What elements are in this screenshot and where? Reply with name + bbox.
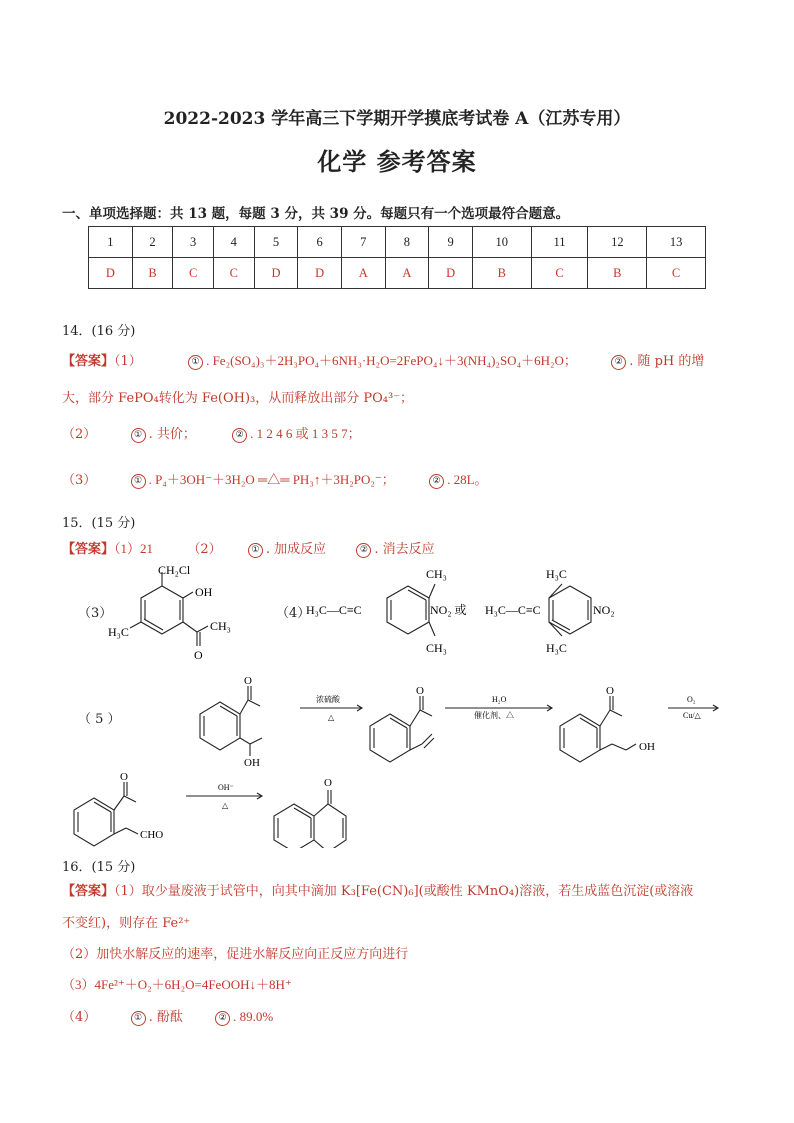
answer-table — [88, 226, 706, 289]
o-label: O — [120, 771, 128, 783]
exam-title: 2022-2023 学年高三下学期开学摸底考试卷 A（江苏专用） — [163, 109, 631, 129]
q14-part3 — [62, 469, 488, 489]
circle-num: ② — [215, 1011, 230, 1026]
synthesis-route-final — [62, 770, 402, 848]
ch3-label: CH₃ — [210, 619, 231, 633]
answer-text: . 1 2 4 6 或 1 3 5 7； — [250, 426, 361, 441]
question-number-cell: 7 — [341, 227, 385, 258]
q15-header: 15．(15 分) — [62, 516, 136, 531]
answer-text: . 随 pH 的增 — [629, 354, 705, 369]
o-label: O — [244, 675, 252, 687]
q15-part3-label: （3） — [78, 606, 113, 621]
circle-num: ① — [131, 474, 146, 489]
question-number-cell: 12 — [588, 227, 647, 258]
answer-tag: 【答案】 — [62, 884, 115, 899]
answer-cell: B — [472, 258, 531, 289]
propyne-label: H₃C—C≡C — [306, 603, 362, 617]
question-number-cell: 3 — [173, 227, 214, 258]
cho-label: CHO — [140, 829, 164, 841]
answer-cell: C — [531, 258, 588, 289]
question-number-cell: 9 — [429, 227, 473, 258]
question-number-row — [89, 227, 706, 258]
question-number-cell: 8 — [385, 227, 429, 258]
question-number-cell: 13 — [647, 227, 706, 258]
answer-text: . 共价； — [148, 427, 196, 442]
answer-text: . 消去反应 — [374, 542, 435, 557]
part-label: （4） — [62, 1010, 97, 1025]
q16-part2: （2）加快水解反应的速率，促进水解反应向正反应方向进行 — [62, 947, 409, 962]
q16-header: 16．(15 分) — [62, 860, 136, 875]
answer-text: . 酚酞 — [148, 1010, 183, 1025]
answer-cell: A — [341, 258, 385, 289]
step-condition: △ — [328, 713, 335, 722]
answer-cell: B — [132, 258, 173, 289]
answer-cell: D — [254, 258, 298, 289]
question-number-cell: 11 — [531, 227, 588, 258]
q14-part1-cont: 大，部分 FePO₄转化为 Fe(OH)₃，从而释放出部分 PO₄³⁻； — [62, 391, 414, 406]
circle-num: ② — [611, 355, 626, 370]
circle-num: ① — [248, 543, 263, 558]
structure-q15-3 — [100, 560, 280, 670]
oh-label: OH — [639, 741, 655, 753]
ch3-label: CH₃ — [426, 567, 447, 581]
answer-cell: D — [429, 258, 473, 289]
o-label: O — [194, 648, 203, 662]
answer-text: . 89.0% — [233, 1009, 274, 1024]
structure-q15-4 — [300, 562, 740, 662]
question-number-cell: 6 — [298, 227, 342, 258]
step-condition: 催化剂、△ — [474, 711, 514, 720]
answer-tag: 【答案】 — [62, 354, 115, 369]
no2-label: NO₂ — [593, 603, 615, 617]
step-reagent: OH⁻ — [218, 783, 234, 792]
q16-part1 — [62, 880, 693, 899]
part-label: （2） — [187, 542, 222, 557]
synthesis-route — [190, 670, 730, 770]
question-number-cell: 10 — [472, 227, 531, 258]
answer-text: （1）取少量废液于试管中，向其中滴加 K₃[Fe(CN)₆](或酸性 KMnO₄)溶液，若生成蓝色沉淀(或溶液 — [114, 884, 694, 899]
oh-label: OH — [195, 585, 213, 599]
answer-text: . 加成反应 — [265, 542, 327, 557]
part-label: （3） — [62, 473, 97, 488]
circle-num: ② — [429, 474, 444, 489]
step-reagent: H₂O — [492, 695, 507, 704]
q14-part2 — [62, 423, 361, 443]
part-label: （2） — [62, 427, 97, 442]
h3c-label: H₃C — [546, 567, 567, 581]
answer-row — [89, 258, 706, 289]
q16-part3: （3）4Fe²⁺＋O₂＋6H₂O=4FeOOH↓＋8H⁺ — [62, 977, 292, 992]
h3c-label: H₃C — [108, 625, 129, 639]
question-number-cell: 1 — [89, 227, 133, 258]
q15-part5-label: （ 5 ） — [78, 712, 121, 727]
oh-label: OH — [244, 757, 260, 769]
circle-num: ① — [131, 1011, 146, 1026]
o-label: O — [324, 777, 332, 789]
answer-key-title: 化学 参考答案 — [317, 147, 477, 176]
answer-tag: 【答案】 — [62, 542, 115, 557]
circle-num: ② — [356, 543, 371, 558]
question-number-cell: 2 — [132, 227, 173, 258]
h3c-label: H₃C — [546, 641, 567, 655]
o-label: O — [416, 685, 424, 697]
q16-part4 — [62, 1006, 273, 1026]
section-heading: 一、单项选择题：共 13 题，每题 3 分，共 39 分。每题只有一个选项最符合题意。 — [62, 206, 570, 222]
answer-cell: B — [588, 258, 647, 289]
equation: . Fe₂(SO₄)₃＋2H₃PO₄＋6NH₃·H₂O=2FePO₄↓＋3(NH₄)₂SO₄＋6H₂O； — [206, 353, 577, 368]
circle-num: ① — [131, 428, 146, 443]
answer-cell: D — [89, 258, 133, 289]
equation: . P₄＋3OH⁻＋3H₂O ═△═ PH₃↑＋3H₂PO₂⁻； — [148, 472, 395, 487]
step-reagent: 浓硫酸 — [316, 695, 340, 704]
answer-cell: C — [647, 258, 706, 289]
ch2cl-label: CH₂Cl — [158, 563, 191, 577]
answer-cell: C — [213, 258, 254, 289]
circle-num: ② — [232, 428, 247, 443]
answer-cell: A — [385, 258, 429, 289]
q16-part1-cont: 不变红)，则存在 Fe²⁺ — [62, 916, 191, 931]
answer-text: . 28L。 — [447, 472, 488, 487]
ch3-label: CH₃ — [426, 641, 447, 655]
q14-header: 14．(16 分) — [62, 324, 136, 339]
circle-num: ① — [188, 355, 203, 370]
propyne-label: H₃C—C≡C — [485, 603, 541, 617]
question-number-cell: 5 — [254, 227, 298, 258]
step-condition: △ — [222, 801, 229, 810]
step-condition: Cu/△ — [683, 711, 701, 720]
q14-part1 — [62, 350, 704, 370]
part-label: （1） — [114, 354, 142, 369]
q15-part1-2 — [62, 538, 435, 558]
no2-or-label: NO₂ 或 — [430, 603, 467, 617]
answer-cell: D — [298, 258, 342, 289]
question-number-cell: 4 — [213, 227, 254, 258]
o-label: O — [606, 685, 614, 697]
step-reagent: O₂ — [687, 695, 696, 704]
answer-text: （1）21 — [114, 541, 154, 556]
answer-cell: C — [173, 258, 214, 289]
q15-part4-label: （4） — [276, 606, 311, 621]
